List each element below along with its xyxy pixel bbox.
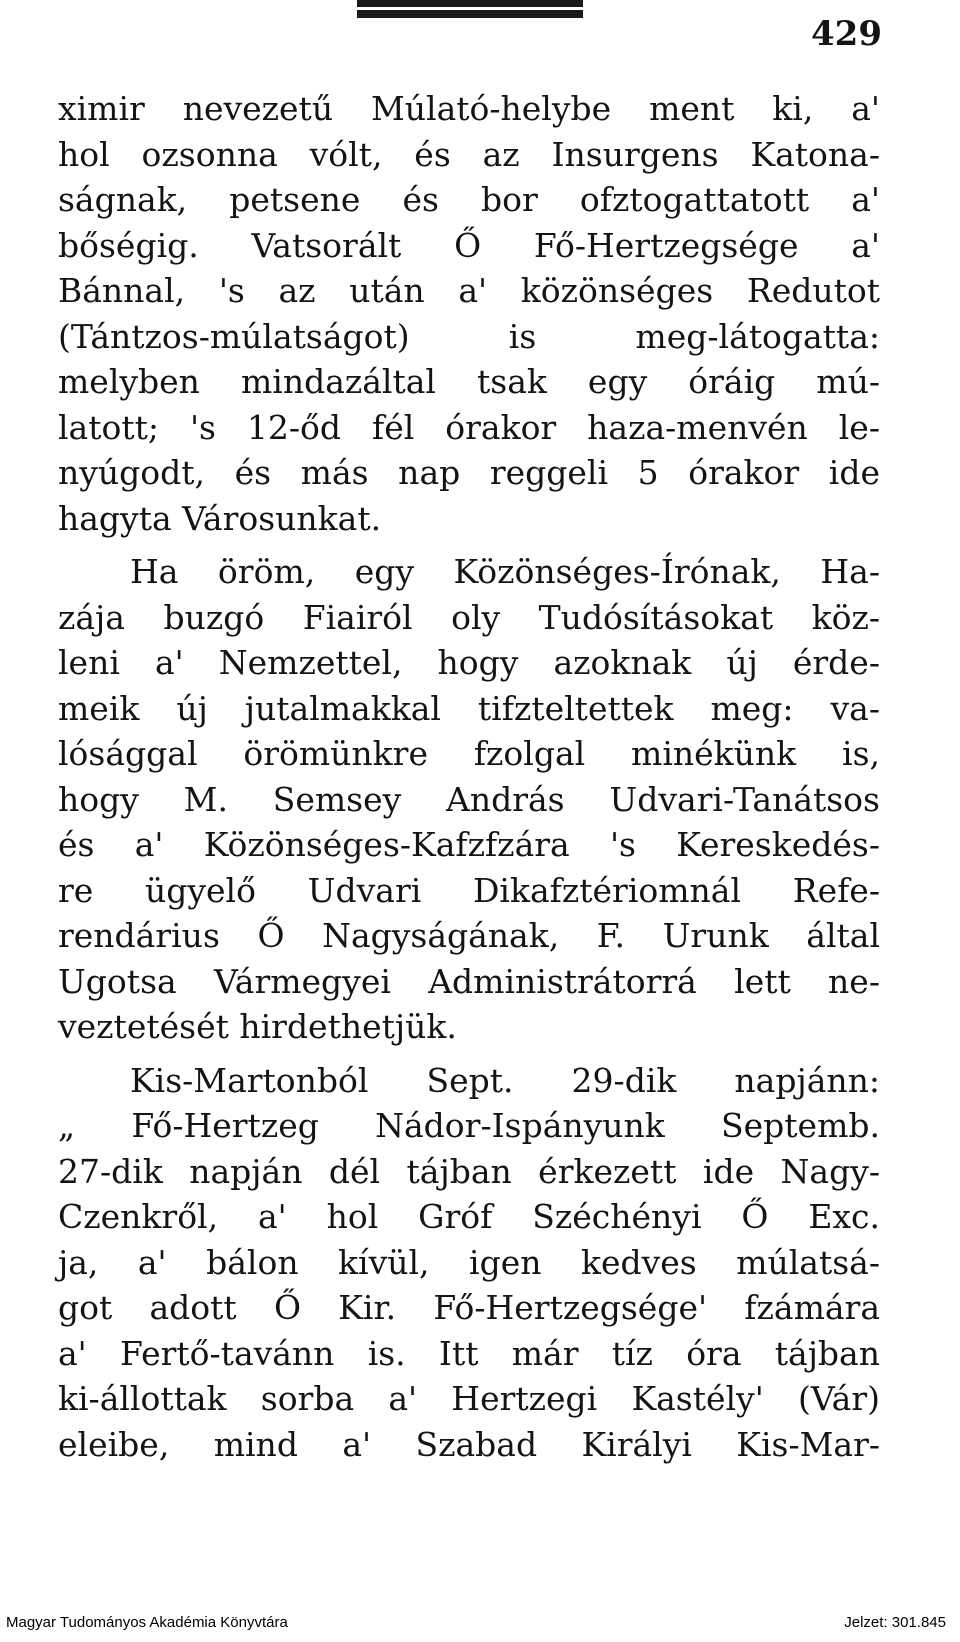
text-line: a' Fertő-tavánn is. Itt már tíz óra tájban — [58, 1333, 880, 1373]
text-line: és a' Közönséges-Kafzfzára 's Kereskedés- — [58, 825, 880, 864]
text-line: „ Fő-Hertzeg Nádor-Ispányunk Septemb. — [58, 1106, 880, 1145]
text-line: hogy M. Semsey András Udvari-Tanátsos — [58, 779, 880, 819]
text-line: ságnak, petsene és bor ofztogattatott a' — [58, 180, 880, 219]
page-number: 429 — [811, 14, 882, 54]
text-line: zája buzgó Fiairól oly Tudósításokat köz- — [58, 597, 880, 637]
text-line: nyúgodt, és más nap reggeli 5 órakor ide — [58, 453, 880, 492]
text-line: Ha öröm, egy Közönséges-Írónak, Ha- — [130, 552, 880, 591]
text-line: Kis-Martonból Sept. 29-dik napjánn: — [130, 1060, 880, 1100]
paragraph-3 — [58, 1058, 880, 1468]
page-text — [58, 86, 880, 1467]
text-line: eleibe, mind a' Szabad Királyi Kis-Mar- — [58, 1424, 880, 1464]
text-line: ja, a' bálon kívül, igen kedves múlatsá- — [58, 1242, 880, 1282]
text-line: hol ozsonna vólt, és az Insurgens Katona- — [58, 134, 880, 174]
text-line: (Tántzos-múlatságot) is meg-látogatta: — [58, 316, 880, 356]
text-line: re ügyelő Udvari Dikafztériomnál Refe- — [58, 870, 880, 910]
text-line: latott; 's 12-őd fél órakor haza-menvén le- — [58, 407, 880, 447]
text-line: got adott Ő Kir. Fő-Hertzegsége' fzámára — [58, 1288, 880, 1327]
text-line: meik új jutalmakkal tifzteltettek meg: va- — [58, 688, 880, 728]
text-line: lósággal örömünkre fzolgal minékünk is, — [58, 734, 880, 773]
text-line: bőségig. Vatsorált Ő Fő-Hertzegsége a' — [58, 225, 880, 265]
text-line: melyben mindazáltal tsak egy óráig mú- — [58, 362, 880, 401]
text-line: hagyta Városunkat. — [58, 498, 382, 538]
paragraph-1 — [58, 86, 880, 541]
text-line: ki-állottak sorba a' Hertzegi Kastély' (Vár) — [58, 1379, 880, 1418]
text-line: Bánnal, 's az után a' közönséges Redutot — [58, 271, 880, 310]
library-credit: Magyar Tudományos Akadémia Könyvtára — [6, 1614, 288, 1631]
text-line: 27-dik napján dél tájban érkezett ide Nagy- — [58, 1151, 880, 1191]
text-line: Ugotsa Vármegyei Administrátorrá lett ne- — [58, 961, 880, 1001]
text-line: veztetését hirdethetjük. — [58, 1007, 457, 1046]
text-line: Czenkről, a' hol Gróf Széchényi Ő Exc. — [58, 1197, 880, 1236]
paragraph-gap — [58, 541, 880, 549]
shelfmark: Jelzet: 301.845 — [844, 1614, 946, 1631]
top-rule — [357, 0, 583, 18]
paragraph-gap — [58, 1050, 880, 1058]
paragraph-2 — [58, 549, 880, 1050]
text-line: ximir nevezetű Múlató-helybe ment ki, a' — [58, 89, 880, 128]
text-line: rendárius Ő Nagyságának, F. Urunk által — [58, 916, 880, 955]
text-line: leni a' Nemzettel, hogy azoknak új érde- — [58, 643, 880, 682]
